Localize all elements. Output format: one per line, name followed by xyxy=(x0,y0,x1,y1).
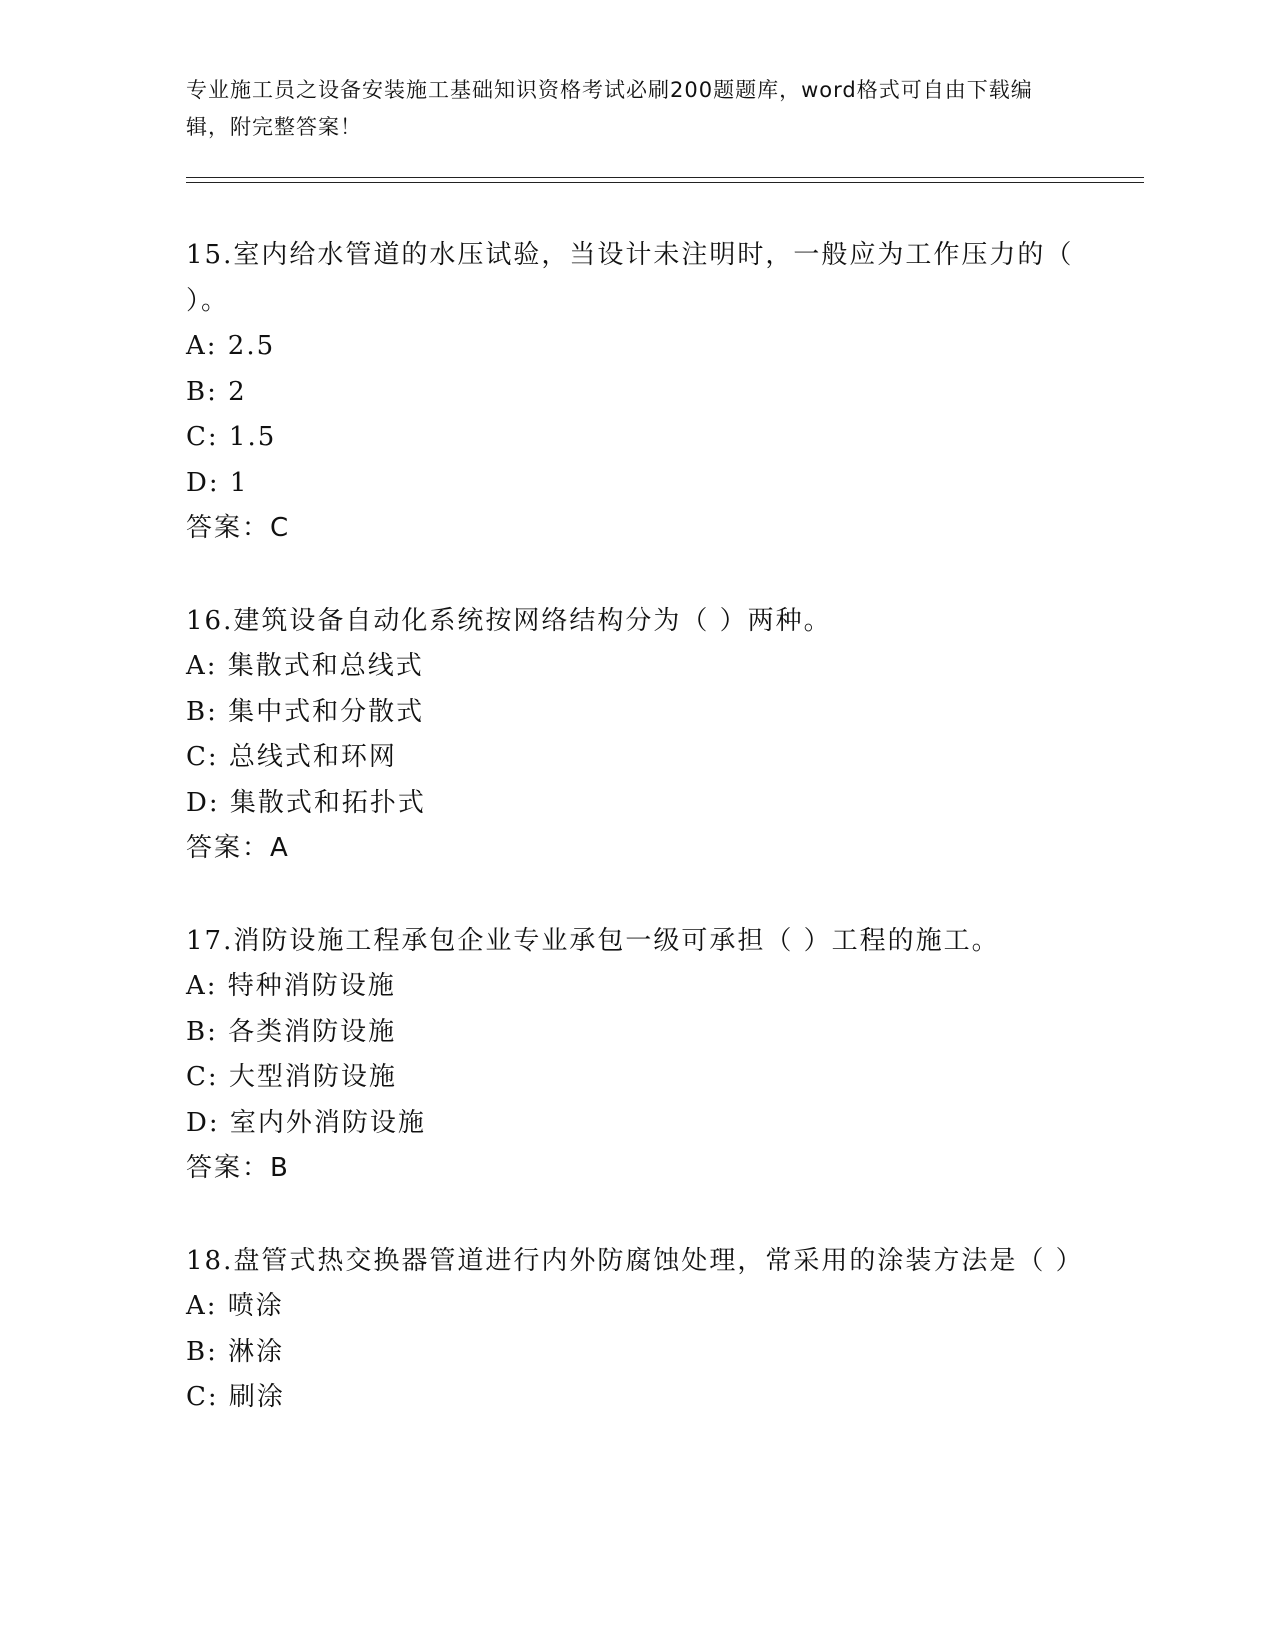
option-b: B: 集中式和分散式 xyxy=(186,696,425,727)
option-c: C: 大型消防设施 xyxy=(186,1062,397,1092)
option-a: A: 喷涂 xyxy=(186,1291,284,1321)
question-stem: 15.室内给水管道的水压试验，当设计未注明时，一般应为工作压力的（ ）。 xyxy=(186,240,1074,316)
header-divider xyxy=(186,177,1144,183)
option-b: B: 淋涂 xyxy=(186,1336,285,1367)
option-a: A: 2.5 xyxy=(186,331,276,361)
question-15 xyxy=(186,232,1086,551)
question-17 xyxy=(186,918,1086,1191)
document-header: 专业施工员之设备安装施工基础知识资格考试必刷200题题库，word格式可自由下载编辑，附完整答案！ xyxy=(186,78,1033,139)
option-d: D: 集散式和拓扑式 xyxy=(186,787,426,818)
option-b: B: 各类消防设施 xyxy=(186,1016,397,1047)
option-a: A: 集散式和总线式 xyxy=(186,651,424,681)
option-d: D: 室内外消防设施 xyxy=(186,1107,426,1138)
option-b: B: 2 xyxy=(186,376,247,407)
question-stem: 18.盘管式热交换器管道进行内外防腐蚀处理，常采用的涂装方法是（ ） xyxy=(186,1246,1084,1276)
question-stem: 16.建筑设备自动化系统按网络结构分为（ ）两种。 xyxy=(186,606,832,636)
option-d: D: 1 xyxy=(186,467,249,498)
question-16 xyxy=(186,598,1086,871)
answer-line: 答案：A xyxy=(186,833,290,863)
answer-line: 答案：C xyxy=(186,513,291,543)
option-c: C: 1.5 xyxy=(186,422,277,452)
option-c: C: 刷涂 xyxy=(186,1382,285,1412)
question-list xyxy=(186,232,1086,1468)
question-stem: 17.消防设施工程承包企业专业承包一级可承担（ ）工程的施工。 xyxy=(186,926,1000,956)
option-c: C: 总线式和环网 xyxy=(186,742,397,772)
answer-line: 答案：B xyxy=(186,1153,290,1183)
option-a: A: 特种消防设施 xyxy=(186,971,396,1001)
question-18 xyxy=(186,1238,1086,1421)
